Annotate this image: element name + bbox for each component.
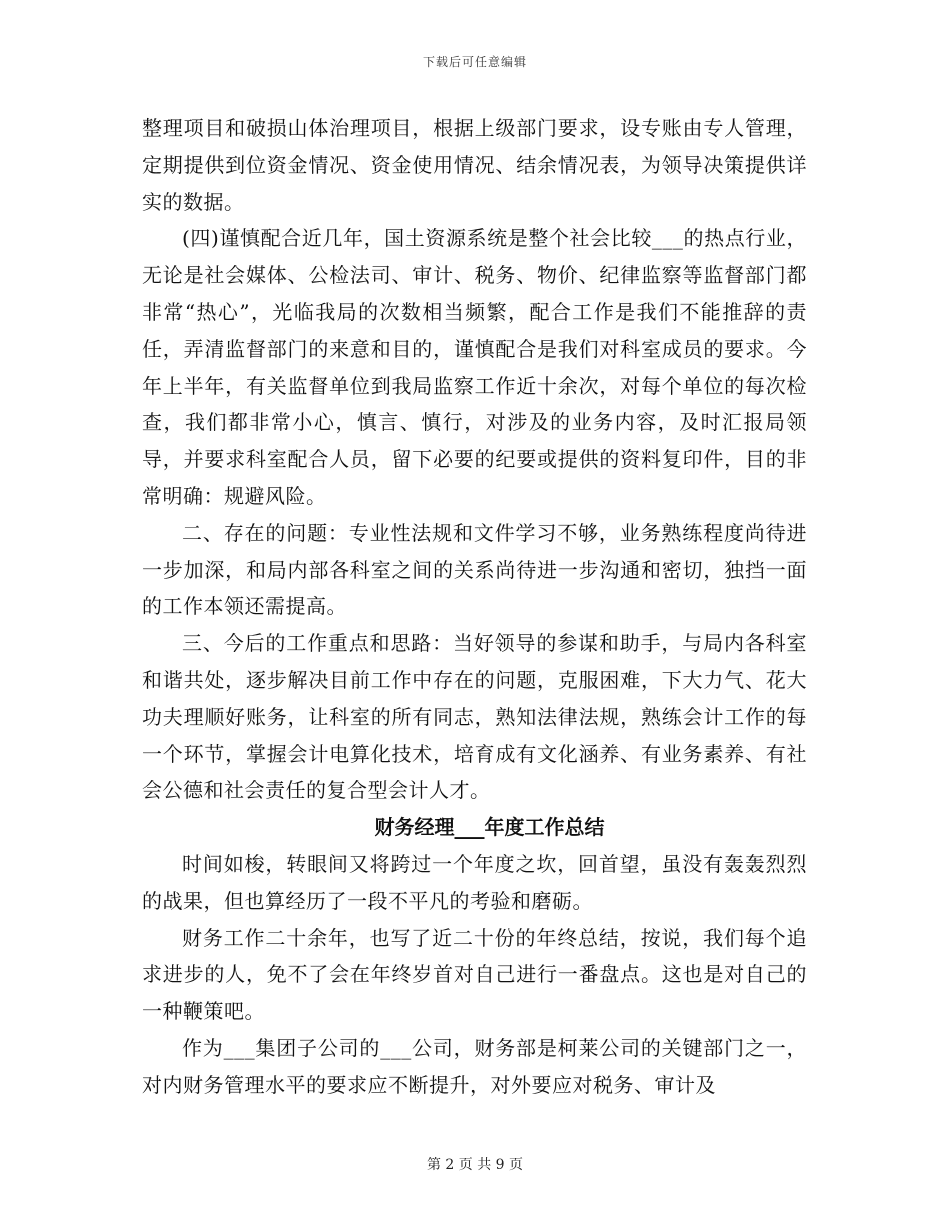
- paragraph-cautious-cooperation: (四)谨慎配合近几年，国土资源系统是整个社会比较___的热点行业，无论是社会媒体、公检法司、审计、税务、物价、纪律监察等监督部门都非常“热心”，光临我局的次数相当频繁，配合工作是我们不能推辞的责任，弄清监督部门的来意和目的，谨慎配合是我们对科室成员的要求。今年上半年，有关监督单位到我局监察工作近十余次，对每个单位的每次检查，我们都非常小心，慎言、慎行，对涉及的业务内容，及时汇报局领导，并要求科室配合人员，留下必要的纪要或提供的资料复印件，目的非常明确：规避风险。: [142, 226, 807, 508]
- document-body: [142, 110, 807, 1104]
- section-title: 财务经理___年度工作总结: [374, 815, 605, 840]
- paragraph-twenty-years: 财务工作二十余年，也写了近二十份的年终总结，按说，我们每个追求进步的人，免不了会在年终岁首对自己进行一番盘点。这也是对自己的一种鞭策吧。: [142, 925, 807, 1024]
- paragraph-existing-problems: 二、存在的问题：专业性法规和文件学习不够，业务熟练程度尚待进一步加深，和局内部各科室之间的关系尚待进一步沟通和密切，独挡一面的工作本领还需提高。: [142, 520, 807, 619]
- paragraph-time-flies: 时间如梭，转眼间又将跨过一个年度之坎，回首望，虽没有轰轰烈烈的战果，但也算经历了一段不平凡的考验和磨砺。: [142, 851, 807, 913]
- page-header-note: 下载后可任意编辑: [422, 55, 527, 69]
- paragraph-future-focus: 三、今后的工作重点和思路：当好领导的参谋和助手，与局内各科室和谐共处，逐步解决目前工作中存在的问题，克服困难，下大力气、花大功夫理顺好账务，让科室的所有同志，熟知法律法规，熟练会计工作的每一个环节，掌握会计电算化技术，培育成有文化涵养、有业务素养、有社会公德和社会责任的复合型会计人才。: [142, 631, 807, 803]
- paragraph-continuation: 整理项目和破损山体治理项目，根据上级部门要求，设专账由专人管理，定期提供到位资金情况、资金使用情况、结余情况表，为领导决策提供详实的数据。: [142, 116, 807, 214]
- page-number: 第 2 页 共 9 页: [426, 1157, 524, 1173]
- paragraph-as-subsidiary: 作为___集团子公司的___公司，财务部是柯莱公司的关键部门之一，对内财务管理水平的要求应不断提升，对外要应对税务、审计及: [142, 1035, 807, 1097]
